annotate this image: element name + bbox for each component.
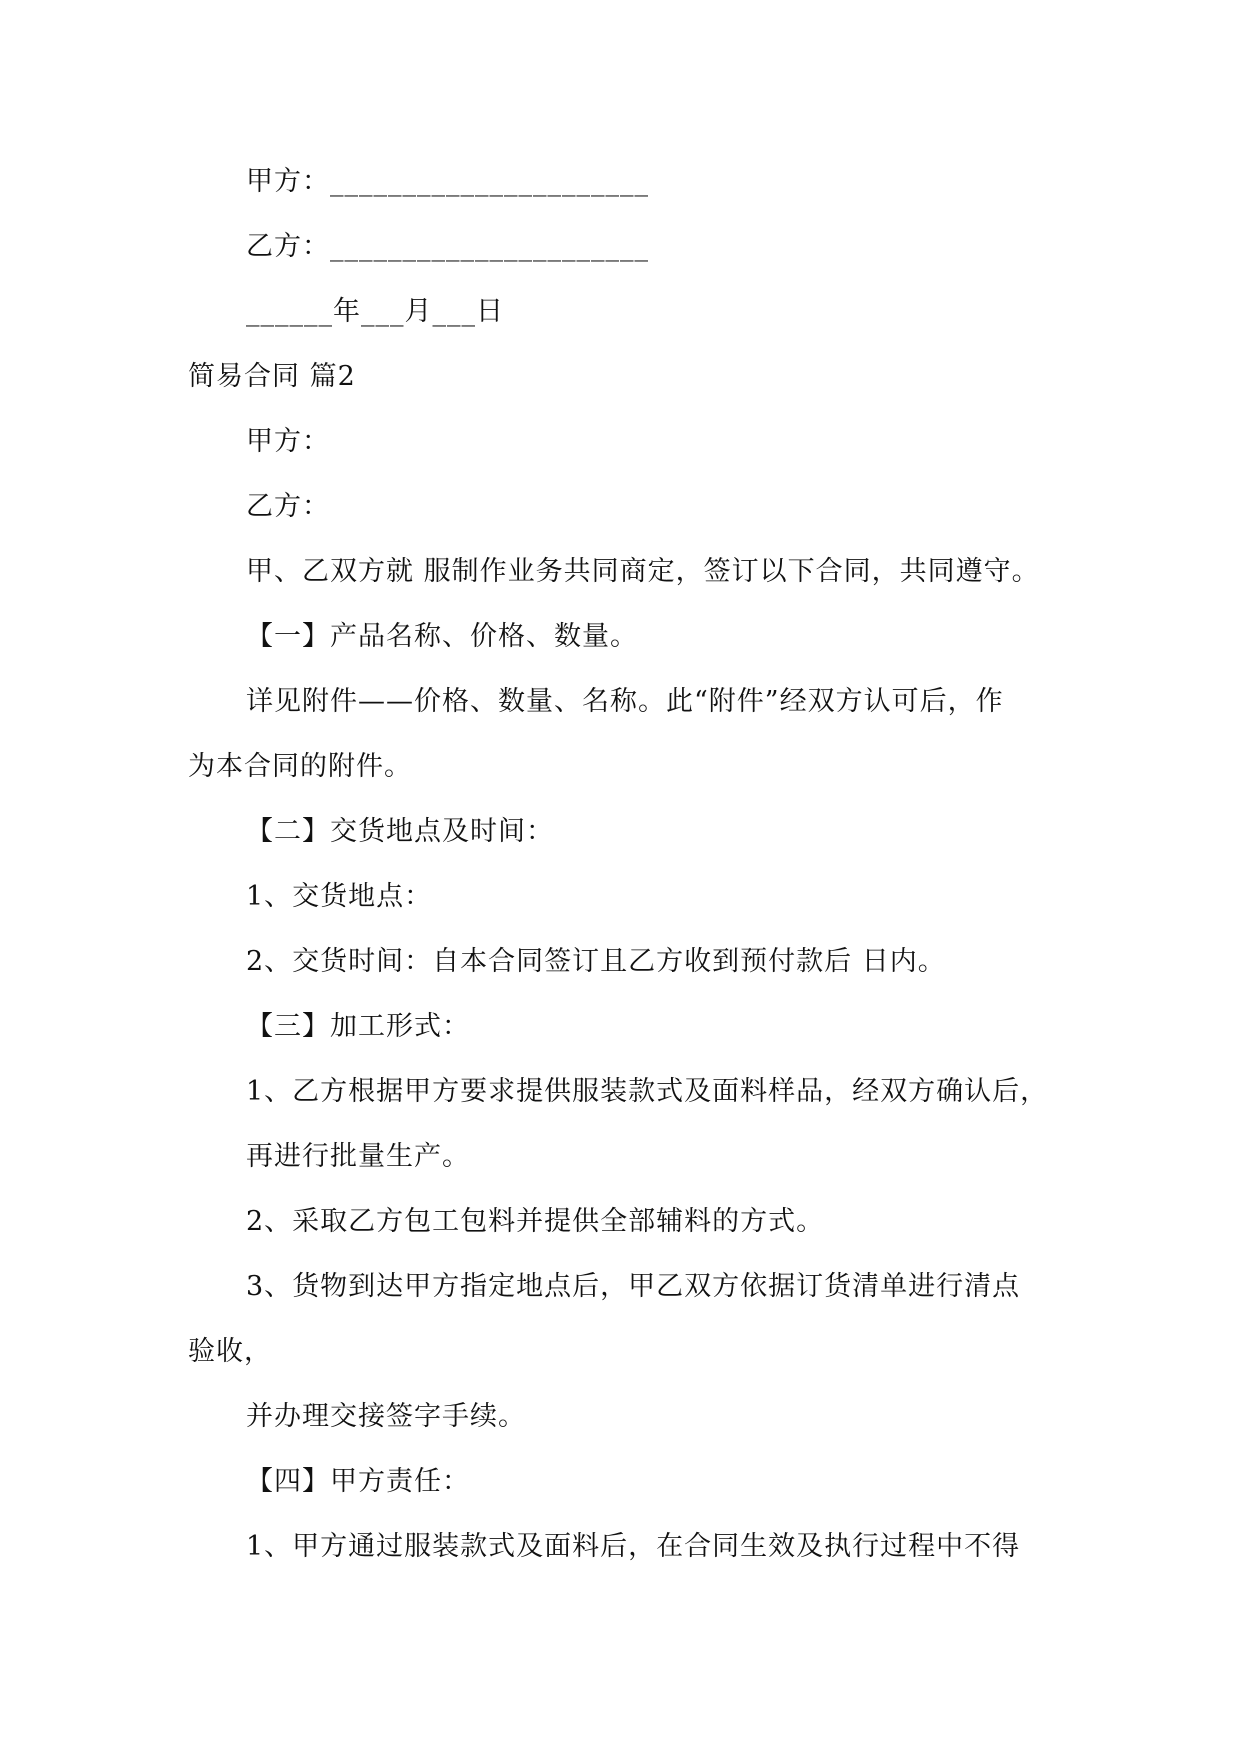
clause-1-text-continued: 为本合同的附件。 (188, 751, 412, 782)
clause-1-heading: 【一】产品名称、价格、数量。 (246, 621, 638, 652)
clause-2-heading: 【二】交货地点及时间： (246, 816, 554, 847)
clause-3-item-2: 2、采取乙方包工包料并提供全部辅料的方式。 (246, 1206, 825, 1237)
contract-intro: 甲、乙双方就 服制作业务共同商定，签订以下合同，共同遵守。 (246, 556, 1040, 587)
section-title: 简易合同 篇2 (188, 361, 356, 392)
clause-3-heading: 【三】加工形式： (246, 1011, 470, 1042)
clause-2-item-1: 1、交货地点： (246, 881, 433, 912)
party-b-signature-line: 乙方：______________________ (246, 231, 649, 262)
signature-date-line: ______年___月___日 (246, 296, 504, 327)
clause-3-item-3: 3、货物到达甲方指定地点后，甲乙双方依据订货清单进行清点 (246, 1271, 1021, 1302)
clause-3-item-3-continued: 验收， (188, 1336, 272, 1367)
party-a-signature-line: 甲方：______________________ (246, 166, 649, 197)
clause-3-item-1: 1、乙方根据甲方要求提供服装款式及面料样品，经双方确认后， (246, 1076, 1049, 1107)
clause-4-item-1: 1、甲方通过服装款式及面料后，在合同生效及执行过程中不得 (246, 1531, 1021, 1562)
clause-3-item-1-continued: 再进行批量生产。 (246, 1141, 470, 1172)
clause-4-heading: 【四】甲方责任： (246, 1466, 470, 1497)
party-b-label: 乙方： (246, 491, 330, 522)
clause-2-item-2: 2、交货时间：自本合同签订且乙方收到预付款后 日内。 (246, 946, 946, 977)
clause-3-item-3-tail: 并办理交接签字手续。 (246, 1401, 526, 1432)
clause-1-text: 详见附件——价格、数量、名称。此“附件”经双方认可后，作 (246, 686, 1004, 717)
party-a-label: 甲方： (246, 426, 330, 457)
